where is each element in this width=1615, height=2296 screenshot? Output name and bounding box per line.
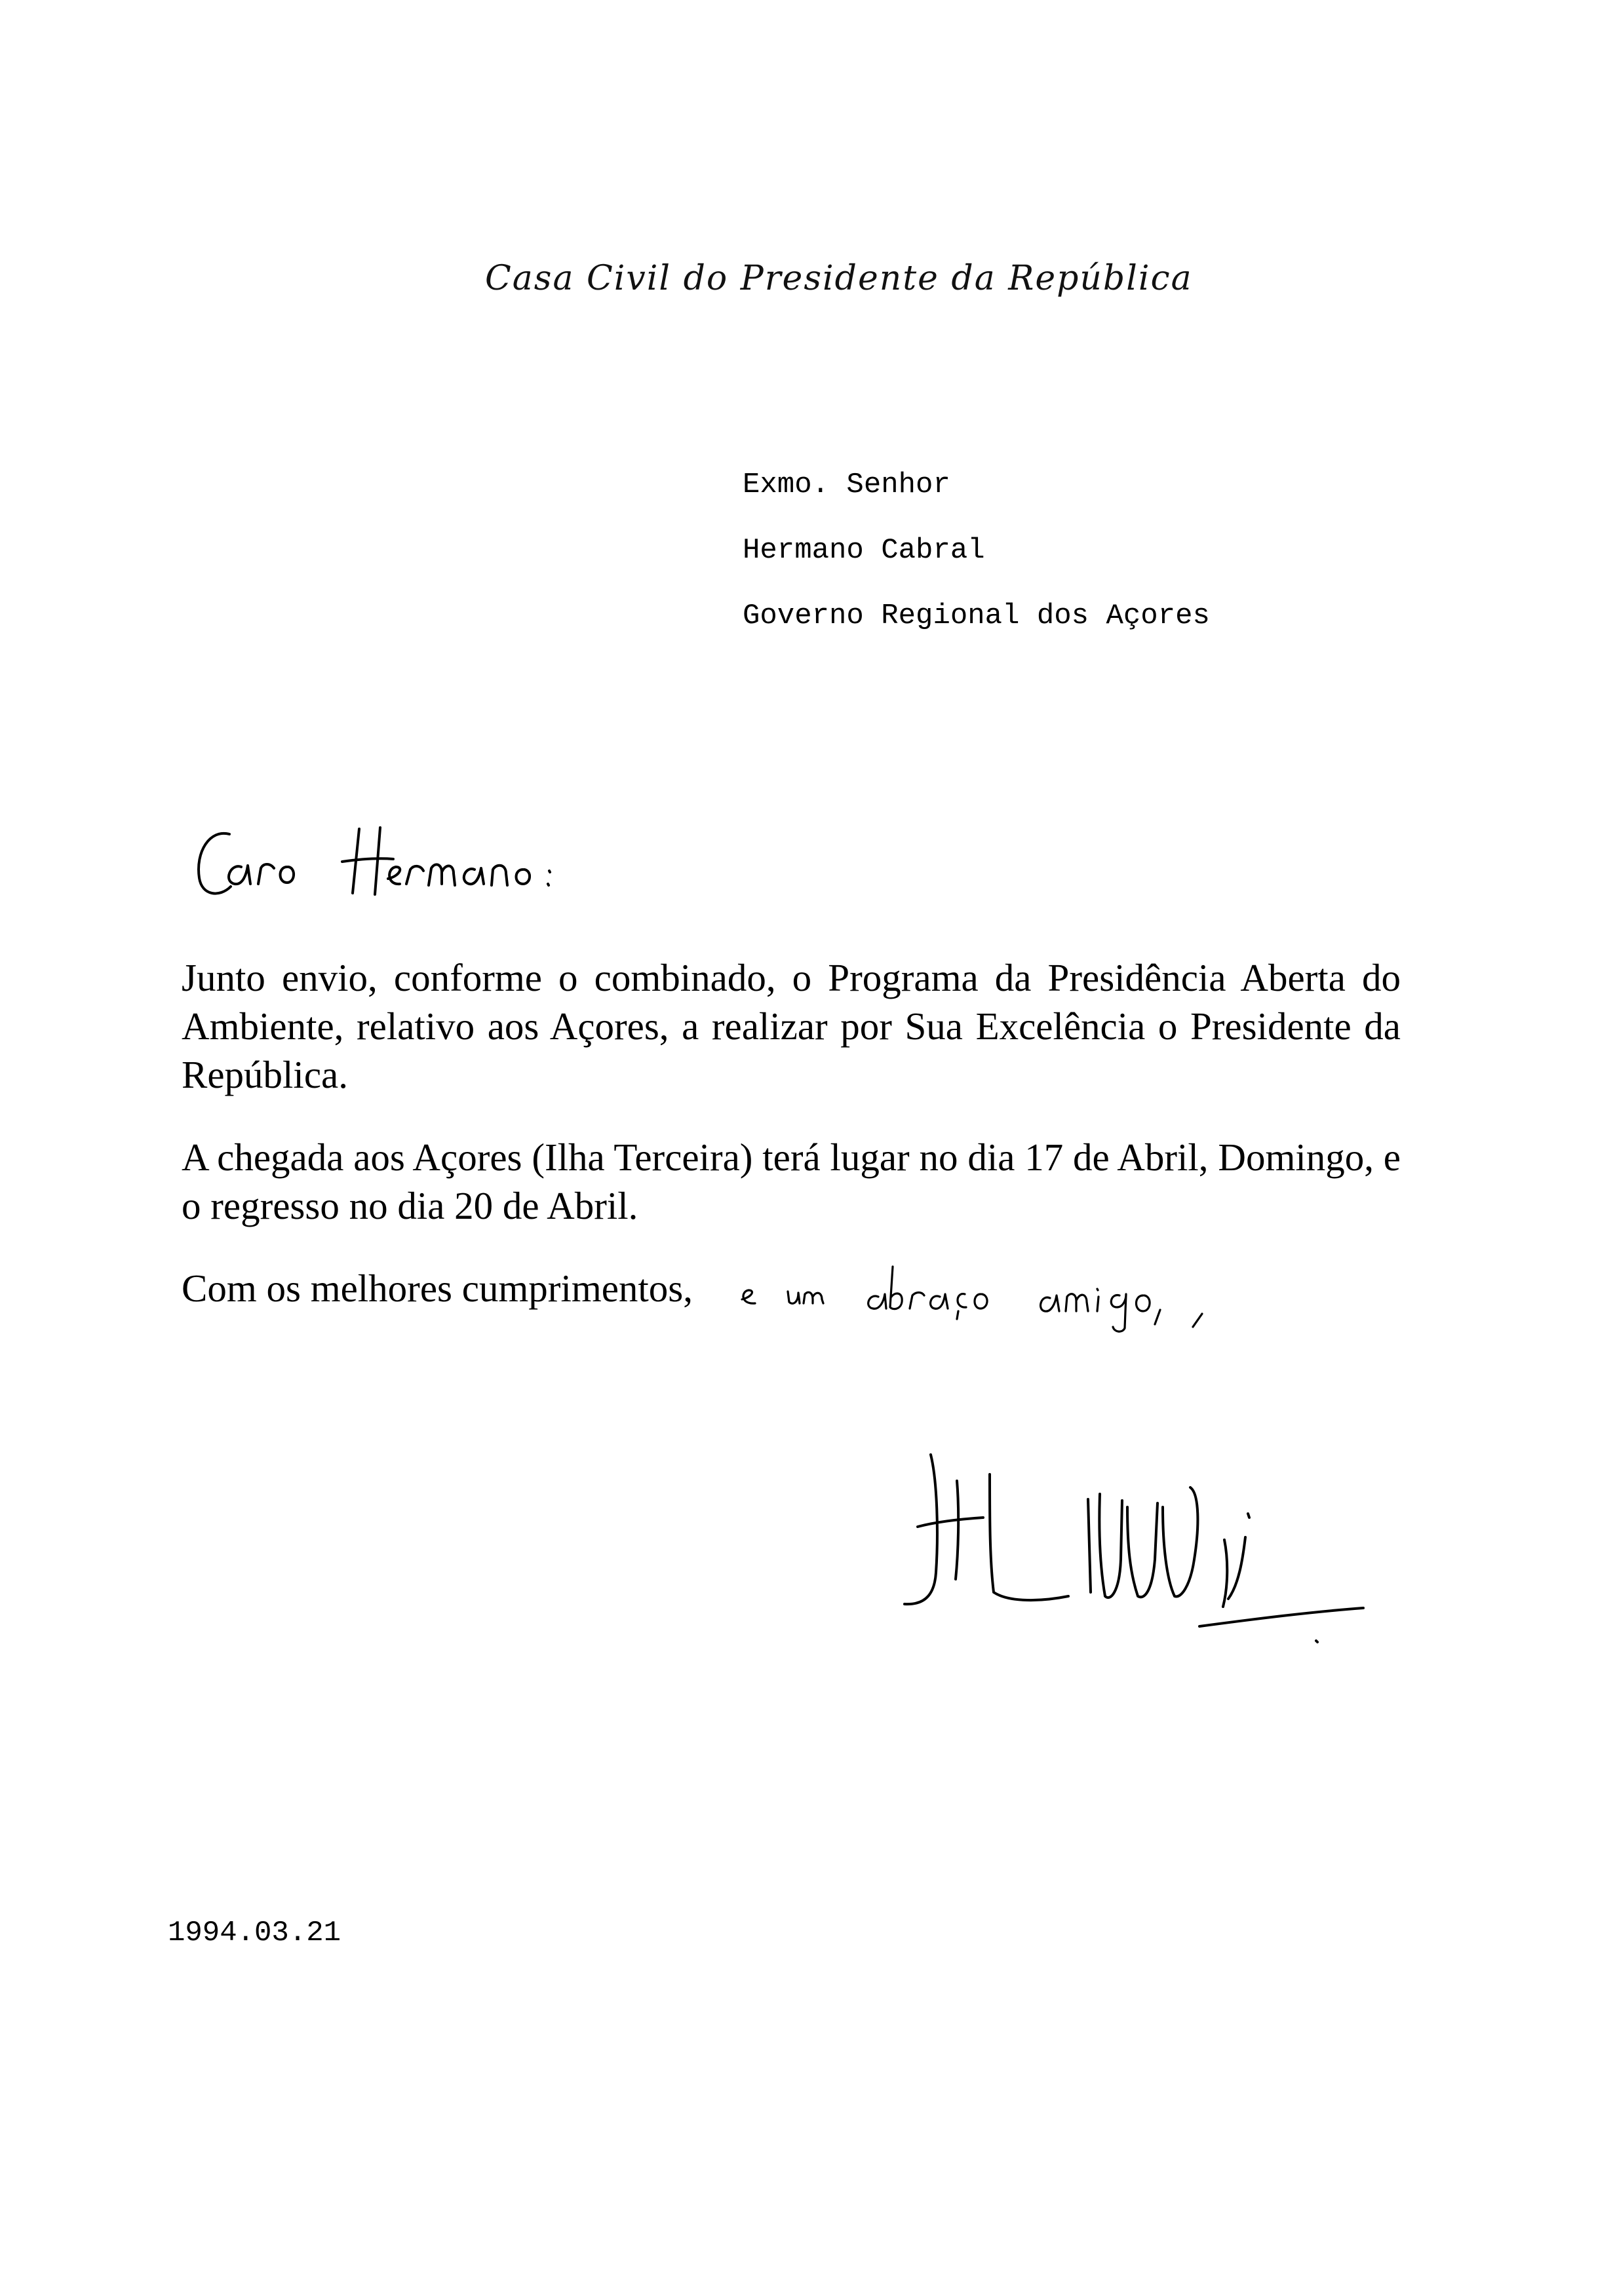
recipient-title: Exmo. Senhor (743, 469, 950, 501)
closing-line (182, 1264, 1401, 1312)
body-paragraph-2: A chegada aos Açores (Ilha Terceira) terá lugar no dia 17 de Abril, Domingo, e o regresso no dia 20 de Abril. (182, 1136, 1401, 1227)
body-paragraph-1: Junto envio, conforme o combinado, o Programa da Presidência Aberta do Ambiente, relativo aos Açores, a realizar por Sua Excelência o Presidente da República. (182, 956, 1401, 1096)
recipient-organization: Governo Regional dos Açores (743, 600, 1210, 632)
letter-date: 1994.03.21 (168, 1917, 341, 1949)
recipient-name: Hermano Cabral (743, 534, 985, 567)
letterhead: Casa Civil do Presidente da República (485, 259, 1193, 298)
handwritten-salutation (190, 816, 688, 908)
letter-body (182, 953, 1401, 1312)
signature (891, 1442, 1403, 1658)
closing-text: Com os melhores cumprimentos, (182, 1267, 693, 1310)
recipient-address (743, 452, 1210, 649)
handwritten-closing (735, 1251, 1273, 1336)
